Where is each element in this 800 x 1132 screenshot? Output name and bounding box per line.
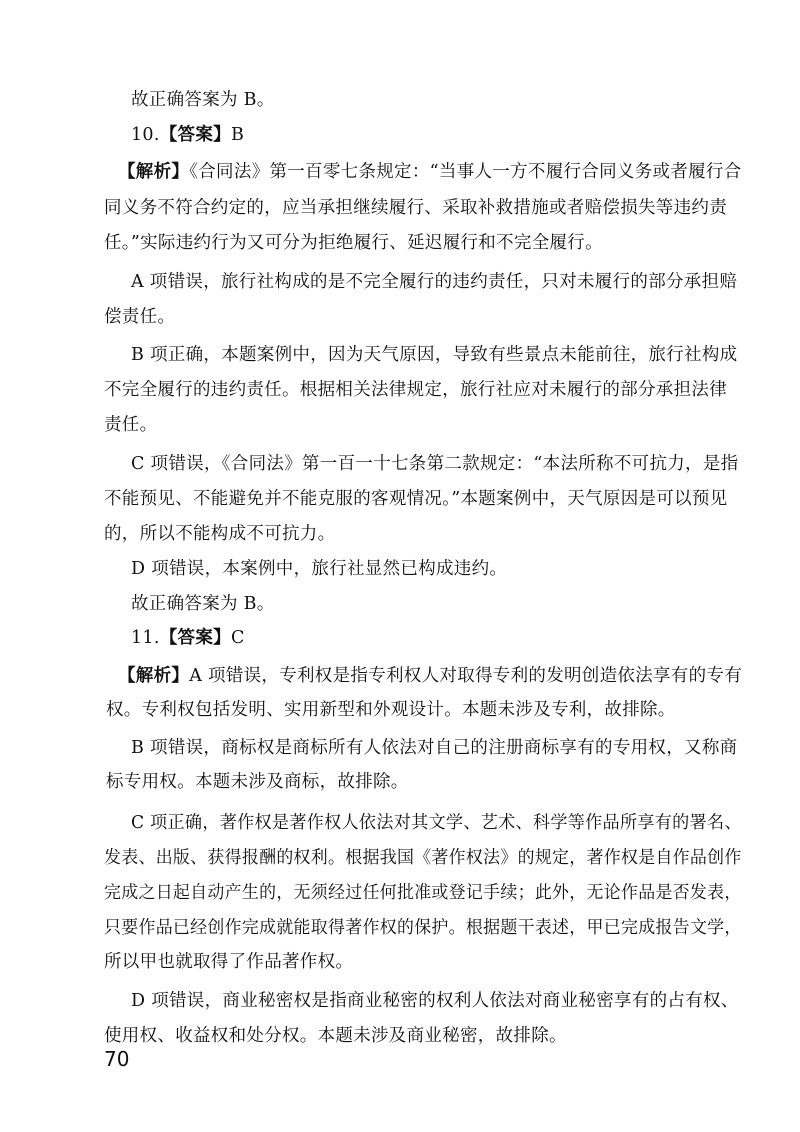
text-line (131, 736, 737, 760)
text-line (104, 522, 335, 546)
line-text: 故正确答案为 B。 (131, 594, 275, 614)
line-text: 同义务不符合约定的，应当承担继续履行、采取补救措施或者赔偿损失等违约责 (104, 198, 727, 218)
line-text: 任。”实际违约行为又可分为拒绝履行、延迟履行和不完全履行。 (104, 233, 603, 253)
text-line (131, 88, 275, 112)
text-line (131, 557, 507, 581)
line-text: C 项错误，《合同法》第一百一十七条第二款规定：“本法所称不可抗力，是指 (131, 454, 739, 474)
line-text: 《合同法》第一百零七条规定：“当事人一方不履行合同义务或者履行合 (189, 162, 742, 182)
text-line (104, 916, 742, 940)
text-line (104, 881, 742, 905)
text-line (104, 846, 742, 870)
line-text: 使用权、收益权和处分权。本题未涉及商业秘密，故排除。 (104, 1026, 567, 1046)
analysis-label: 【解析】 (118, 666, 190, 686)
text-line (106, 770, 409, 794)
answer-value: C (230, 628, 245, 648)
line-text: 的，所以不能构成不可抗力。 (104, 524, 336, 544)
line-text: 标专用权。本题未涉及商标，故排除。 (106, 772, 409, 792)
line-text: B 项正确，本题案例中，因为天气原因，导致有些景点未能前往，旅行社构成 (131, 345, 738, 365)
text-line (131, 343, 737, 367)
line-text: 所以甲也就取得了作品著作权。 (104, 952, 354, 972)
question-number: 11. (131, 628, 160, 648)
line-text: A 项错误，专利权是指专利权人对取得专利的发明创造依法享有的专有 (189, 666, 743, 686)
line-text: 完成之日起自动产生的，无须经过任何批准或登记手续；此外，无论作品是否发表， (104, 883, 742, 903)
analysis-line (118, 664, 742, 688)
text-line (131, 592, 275, 616)
line-text: 不完全履行的违约责任。根据相关法律规定，旅行社应对未履行的部分承担法律 (104, 380, 727, 400)
analysis-label: 【解析】 (118, 162, 190, 182)
text-line (131, 270, 737, 294)
text-line (104, 231, 603, 255)
text-line (104, 413, 157, 437)
line-text: 权。专利权包括发明、实用新型和外观设计。本题未涉及专利，故排除。 (106, 700, 676, 720)
answer-label: 【答案】 (159, 628, 231, 648)
text-line (104, 950, 353, 974)
line-text: 只要作品已经创作完成就能取得著作权的保护。根据题干表述，甲已完成报告文学， (104, 918, 742, 938)
analysis-line (118, 160, 742, 184)
answer-heading (131, 123, 244, 147)
line-text: 偿责任。 (104, 307, 176, 327)
text-line (104, 1024, 567, 1048)
question-number: 10. (131, 125, 160, 145)
answer-label: 【答案】 (159, 125, 231, 145)
line-text: D 项错误，商业秘密权是指商业秘密的权利人依法对商业秘密享有的占有权、 (131, 991, 739, 1011)
line-text: C 项正确，著作权是著作权人依法对其文学、艺术、科学等作品所享有的署名、 (131, 813, 742, 833)
line-text: 故正确答案为 B。 (131, 90, 275, 110)
answer-heading (131, 626, 245, 650)
text-line (131, 989, 739, 1013)
text-line (104, 487, 728, 511)
answer-value: B (230, 125, 245, 145)
line-text: D 项错误，本案例中，旅行社显然已构成违约。 (131, 559, 508, 579)
text-line (104, 196, 727, 220)
text-line (106, 698, 676, 722)
line-text: A 项错误，旅行社构成的是不完全履行的违约责任，只对未履行的部分承担赔 (131, 272, 738, 292)
line-text: 不能预见、不能避免并不能克服的客观情况。”本题案例中，天气原因是可以预见 (104, 489, 728, 509)
text-line (131, 452, 738, 476)
line-text: B 项错误，商标权是商标所有人依法对自己的注册商标享有的专用权，又称商 (131, 738, 738, 758)
page-number: 70 (104, 1047, 130, 1071)
text-line (104, 305, 175, 329)
line-text: 责任。 (104, 415, 158, 435)
line-text: 发表、出版、获得报酬的权利。根据我国《著作权法》的规定，著作权是自作品创作 (104, 848, 742, 868)
text-line (104, 378, 727, 402)
text-line (131, 811, 742, 835)
